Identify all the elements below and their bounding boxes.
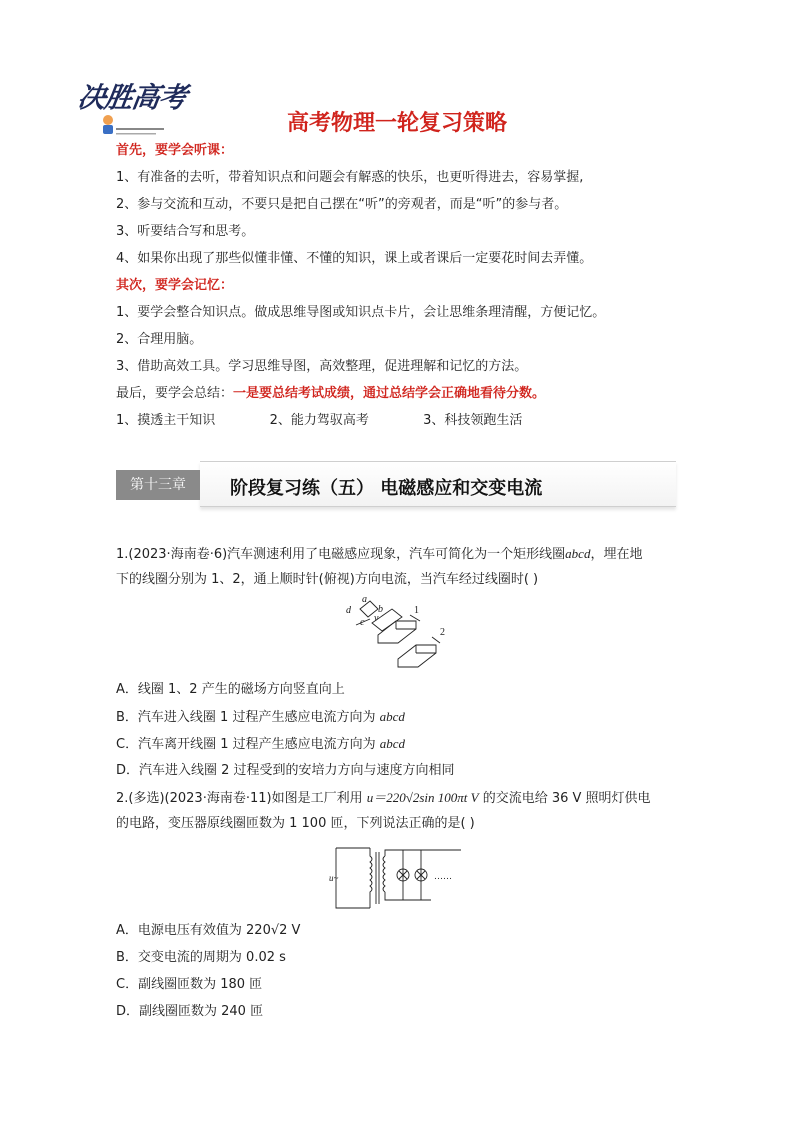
chapter-title: 阶段复习练（五） 电磁感应和交变电流 (230, 478, 543, 499)
summary-highlight: 一是要总结考试成绩，通过总结学会正确地看待分数。 (233, 386, 546, 401)
section-heading-listen: 首先，要学会听课： (116, 143, 234, 158)
q1-option-b-var: abcd (379, 709, 405, 724)
summary-point: 3、科技领跑生活 (423, 413, 523, 428)
q1-option-b (116, 704, 405, 731)
list-item: 1、要学会整合知识点。做成思维导图或知识点卡片，会让思维条理清醒，方便记忆。 (116, 305, 606, 320)
label-a: a (362, 595, 367, 605)
q2-option-d: D．副线圈匝数为 240 匝 (116, 1004, 264, 1019)
q1-option-c-text: C．汽车离开线圈 1 过程产生感应电流方向为 (116, 737, 380, 752)
q1-stem-text: 1.(2023·海南卷·6)汽车测速利用了电磁感应现象，汽车可简化为一个矩形线圈 (116, 547, 566, 562)
summary-point: 1、摸透主干知识 (116, 413, 216, 428)
section-summary (116, 385, 545, 403)
q1-option-b-text: B．汽车进入线圈 1 过程产生感应电流方向为 (116, 710, 380, 725)
section-heading-memory: 其次，要学会记忆： (116, 278, 234, 293)
q2-stem-text-end: 的交流电给 36 V 照明灯供电 (478, 791, 651, 806)
list-item: 2、参与交流和互动，不要只是把自己摆在“听”的旁观者，而是“听”的参与者。 (116, 197, 568, 212)
q1-option-c-var: abcd (379, 736, 406, 751)
label-coil-2: 2 (440, 627, 445, 638)
q1-stem-text-end: ，埋在地 (590, 547, 643, 562)
q2-stem-line2: 的电路，变压器原线圈匝数为 1 100 匝，下列说法正确的是( ) (116, 816, 475, 831)
label-b: b (378, 604, 383, 615)
q1-option-a: A．线圈 1、2 产生的磁场方向竖直向上 (116, 682, 345, 697)
list-item: 3、借助高效工具。学习思维导图，高效整理，促进理解和记忆的方法。 (116, 359, 528, 374)
q1-coil-figure (340, 595, 460, 677)
logo-text: 决胜高考 (75, 81, 189, 114)
q2-option-a: A．电源电压有效值为 220√2 V (116, 923, 301, 938)
label-v: v (374, 613, 379, 624)
q2-formula: u＝220√2sin 100πt V (366, 790, 479, 805)
q1-stem-line1 (116, 541, 642, 568)
chapter-label: 第十三章 (116, 470, 200, 500)
chapter-banner (116, 459, 676, 517)
q2-stem-text: 2.(多选)(2023·海南卷·11)如图是工厂利用 (116, 791, 367, 806)
list-item: 1、有准备的去听，带着知识点和问题会有解惑的快乐，也更听得进去，容易掌握, (116, 170, 584, 185)
q2-option-b: B．交变电流的周期为 0.02 s (116, 950, 286, 965)
summary-prefix: 最后，要学会总结： (116, 386, 234, 401)
q2-stem-line1 (116, 785, 651, 812)
label-u: u~ (329, 873, 339, 883)
q2-circuit-figure (326, 842, 476, 914)
q1-option-c (116, 731, 405, 758)
label-d: d (346, 605, 351, 616)
label-c: c (360, 617, 365, 628)
page-title: 高考物理一轮复习策略 (286, 111, 507, 136)
summary-point: 2、能力驾驭高考 (269, 413, 369, 428)
list-item: 4、如果你出现了那些似懂非懂、不懂的知识，课上或者课后一定要花时间去弄懂。 (116, 251, 593, 266)
list-item: 3、听要结合写和思考。 (116, 224, 255, 239)
list-item: 2、合理用脑。 (116, 332, 203, 347)
label-coil-1: 1 (414, 605, 419, 616)
q1-stem-line2: 下的线圈分别为 1、2，通上顺时针(俯视)方向电流，当汽车经过线圈时( ) (116, 572, 539, 587)
q2-option-c: C．副线圈匝数为 180 匝 (116, 977, 263, 992)
label-dots: …… (434, 871, 452, 881)
summary-points (116, 412, 522, 430)
q1-option-d: D．汽车进入线圈 2 过程受到的安培力方向与速度方向相同 (116, 763, 455, 778)
q1-stem-var: abcd (565, 546, 591, 561)
